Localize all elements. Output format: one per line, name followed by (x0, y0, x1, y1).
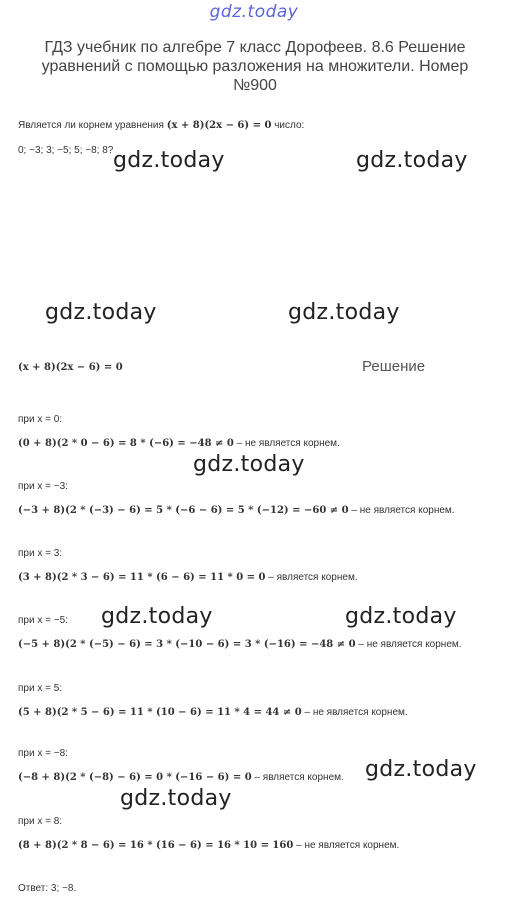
solution-equation-text: (x + 8)(2x − 6) = 0 (18, 362, 123, 373)
case-calculation: (5 + 8)(2 * 5 − 6) = 11 * (10 − 6) = 11 * 4 = 44 ≠ 0 – не является корнем. (18, 707, 408, 718)
watermark: gdz.today (113, 148, 225, 173)
question-text (18, 120, 304, 131)
watermark: gdz.today (101, 604, 213, 629)
case-label: при x = 5: (18, 683, 63, 694)
answer: Ответ: 3; −8. (18, 883, 77, 894)
watermark: gdz.today (356, 148, 468, 173)
case-label: при x = −8: (18, 748, 68, 759)
case-calculation: (8 + 8)(2 * 8 − 6) = 16 * (16 − 6) = 16 * 10 = 160 – не является корнем. (18, 840, 400, 851)
watermark: gdz.today (288, 300, 400, 325)
case-calc: (3 + 8)(2 * 3 − 6) = 11 * (6 − 6) = 11 * 0 = 0 (18, 572, 266, 583)
watermark: gdz.today (345, 604, 457, 629)
site-logo[interactable]: gdz.today (209, 2, 299, 22)
case-calc: (−3 + 8)(2 * (−3) − 6) = 5 * (−6 − 6) = 5 * (−12) = −60 ≠ 0 (18, 505, 349, 516)
solution-heading: Решение (362, 358, 426, 375)
case-label: при x = 3: (18, 548, 63, 559)
question-intro: Является ли корнем уравнения (18, 120, 164, 131)
watermark: gdz.today (120, 786, 232, 811)
case-verdict: является корнем. (262, 772, 344, 783)
case-calc: (5 + 8)(2 * 5 − 6) = 11 * (10 − 6) = 11 * 4 = 44 ≠ 0 (18, 707, 302, 718)
case-calc: (−5 + 8)(2 * (−5) − 6) = 3 * (−10 − 6) = 3 * (−16) = −48 ≠ 0 (18, 639, 356, 650)
case-label: при x = −5: (18, 615, 68, 626)
case-calculation: (−3 + 8)(2 * (−3) − 6) = 5 * (−6 − 6) = 5 * (−12) = −60 ≠ 0 – не является корнем. (18, 505, 455, 516)
question-suffix: число: (274, 120, 305, 131)
case-calculation: (−5 + 8)(2 * (−5) − 6) = 3 * (−10 − 6) = 3 * (−16) = −48 ≠ 0 – не является корнем. (18, 639, 462, 650)
case-calculation: (−8 + 8)(2 * (−8) − 6) = 0 * (−16 − 6) = 0 – является корнем. (18, 772, 344, 783)
case-label: при x = 8: (18, 816, 63, 827)
question-numbers: 0; −3; 3; −5; 5; −8; 8? (18, 145, 114, 156)
case-calculation: (0 + 8)(2 * 0 − 6) = 8 * (−6) = −48 ≠ 0 – не является корнем. (18, 438, 340, 449)
page-title: ГДЗ учебник по алгебре 7 класс Дорофеев. 8.6 Решение уравнений с помощью разложения на множители. Номер №900 (41, 39, 469, 94)
watermark: gdz.today (45, 300, 157, 325)
case-verdict: не является корнем. (366, 639, 462, 650)
case-label: при x = 0: (18, 414, 63, 425)
case-verdict: не является корнем. (359, 505, 455, 516)
solution-equation (18, 362, 123, 373)
case-calc: (8 + 8)(2 * 8 − 6) = 16 * (16 − 6) = 16 * 10 = 160 (18, 840, 294, 851)
case-verdict: не является корнем. (244, 438, 340, 449)
case-verdict: не является корнем. (312, 707, 408, 718)
question-equation: (x + 8)(2x − 6) = 0 (166, 120, 272, 131)
watermark: gdz.today (193, 452, 305, 477)
watermark: gdz.today (365, 757, 477, 782)
case-calc: (−8 + 8)(2 * (−8) − 6) = 0 * (−16 − 6) = 0 (18, 772, 252, 783)
case-calculation: (3 + 8)(2 * 3 − 6) = 11 * (6 − 6) = 11 * 0 = 0 – является корнем. (18, 572, 358, 583)
case-label: при x = −3: (18, 481, 68, 492)
case-calc: (0 + 8)(2 * 0 − 6) = 8 * (−6) = −48 ≠ 0 (18, 438, 234, 449)
case-verdict: не является корнем. (304, 840, 400, 851)
case-verdict: является корнем. (276, 572, 358, 583)
